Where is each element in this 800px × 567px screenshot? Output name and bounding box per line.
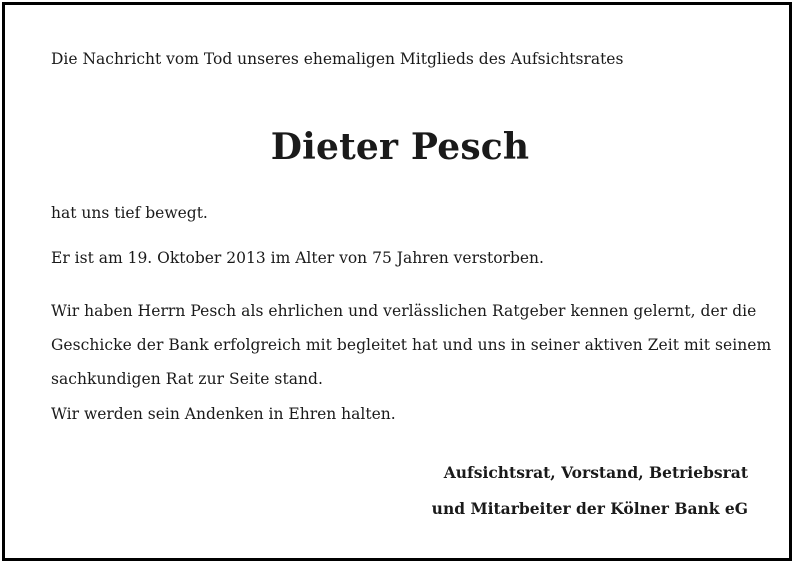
tribute-line: sachkundigen Rat zur Seite stand. [51,370,323,388]
signature-line-bank: und Mitarbeiter der Kölner Bank eG [431,499,748,518]
deceased-name-heading: Dieter Pesch [270,126,530,168]
tribute-line: Geschicke der Bank erfolgreich mit begleitet hat und uns in seiner aktiven Zeit mit seinem [51,336,772,354]
tribute-line: Wir haben Herrn Pesch als ehrlichen und verlässlichen Ratgeber kennen gelernt, der die [51,302,757,320]
notice-paragraph-death-date: Er ist am 19. Oktober 2013 im Alter von 75 Jahren verstorben. [51,249,544,267]
notice-paragraph-tribute [51,294,772,396]
notice-intro-text: Die Nachricht vom Tod unseres ehemaligen Mitglieds des Aufsichtsrates [51,50,624,68]
notice-paragraph-moved: hat uns tief bewegt. [51,204,208,222]
signature-line-board: Aufsichtsrat, Vorstand, Betriebsrat [443,463,748,482]
notice-paragraph-remembrance: Wir werden sein Andenken in Ehren halten. [51,405,396,423]
